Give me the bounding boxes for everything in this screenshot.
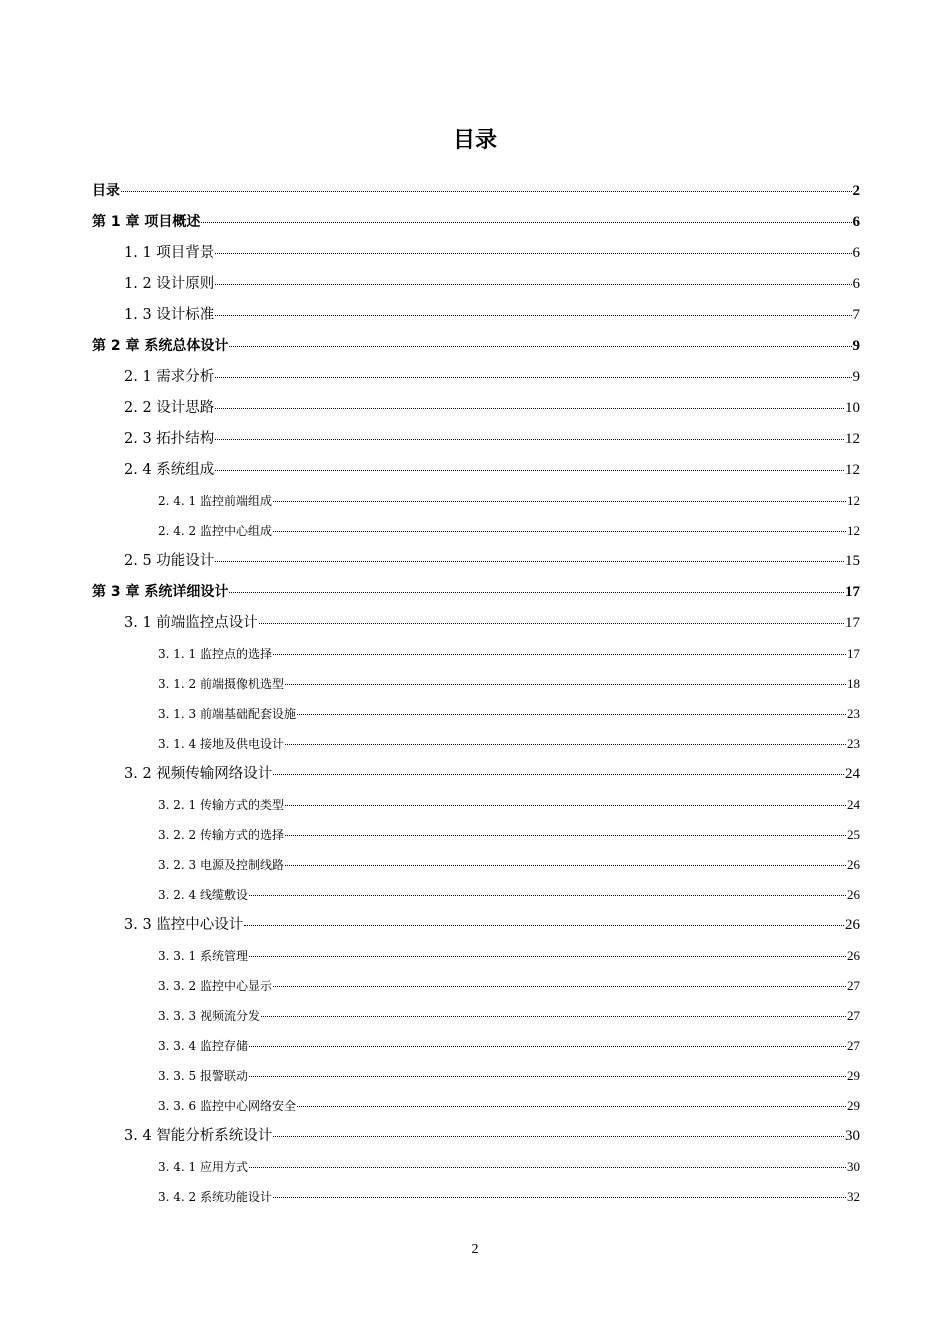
toc-entry[interactable] <box>92 300 860 331</box>
toc-entry-label: 3. 4. 1 应用方式 <box>158 1160 248 1174</box>
toc-entry-label: 1. 3 设计标准 <box>124 307 215 323</box>
toc-entry-label: 3. 4. 2 系统功能设计 <box>158 1190 272 1204</box>
toc-entry-label: 3. 1. 3 前端基础配套设施 <box>158 707 296 721</box>
toc-entry[interactable] <box>92 486 860 516</box>
toc-entry-label: 3. 3. 1 系统管理 <box>158 949 248 963</box>
toc-entry-page: 12 <box>847 523 860 538</box>
toc-dot-leader <box>285 744 846 745</box>
toc-entry[interactable] <box>92 577 860 608</box>
toc-entry-page: 27 <box>847 978 860 993</box>
toc-entry[interactable] <box>92 331 860 362</box>
toc-dot-leader <box>273 531 846 532</box>
toc-entry[interactable] <box>92 941 860 971</box>
toc-entry-page: 6 <box>852 276 860 292</box>
toc-entry-label: 2. 4. 2 监控中心组成 <box>158 524 272 538</box>
toc-dot-leader <box>285 835 846 836</box>
toc-entry-page: 9 <box>852 369 860 385</box>
toc-entry[interactable] <box>92 455 860 486</box>
toc-entry-page: 26 <box>847 857 860 872</box>
toc-entry-label: 3. 3. 2 监控中心显示 <box>158 979 272 993</box>
toc-dot-leader <box>249 895 846 896</box>
page-number: 2 <box>471 1242 479 1257</box>
toc-dot-leader <box>215 561 844 562</box>
toc-entry-page: 30 <box>845 1128 860 1144</box>
toc-entry[interactable] <box>92 699 860 729</box>
toc-entry[interactable] <box>92 608 860 639</box>
toc-dot-leader <box>201 222 851 223</box>
toc-entry-label: 2. 5 功能设计 <box>124 553 215 569</box>
toc-entry[interactable] <box>92 546 860 577</box>
toc-dot-leader <box>229 346 851 347</box>
toc-dot-leader <box>229 592 844 593</box>
toc-entry-page: 26 <box>845 917 860 933</box>
toc-dot-leader <box>249 1076 846 1077</box>
toc-dot-leader <box>273 774 844 775</box>
toc-entry-label: 3. 2. 4 线缆敷设 <box>158 888 248 902</box>
toc-entry-page: 27 <box>847 1038 860 1053</box>
toc-entry-page: 17 <box>847 646 860 661</box>
toc-entry-page: 24 <box>847 797 860 812</box>
toc-dot-leader <box>297 714 846 715</box>
toc-entry[interactable] <box>92 729 860 759</box>
toc-entry-page: 6 <box>852 245 860 261</box>
page-title: 目录 <box>452 128 497 153</box>
toc-dot-leader <box>215 470 844 471</box>
toc-entry[interactable] <box>92 176 860 207</box>
toc-entry-page: 12 <box>845 462 860 478</box>
toc-entry[interactable] <box>92 1031 860 1061</box>
toc-dot-leader <box>121 191 852 192</box>
toc-entry-label: 目录 <box>92 183 120 199</box>
toc-entry[interactable] <box>92 1091 860 1121</box>
toc-dot-leader <box>249 1046 846 1047</box>
toc-dot-leader <box>273 501 846 502</box>
toc-entry-label: 3. 1 前端监控点设计 <box>124 615 258 631</box>
toc-dot-leader <box>249 1167 846 1168</box>
toc-entry[interactable] <box>92 1001 860 1031</box>
toc-entry-label: 3. 2 视频传输网络设计 <box>124 766 273 782</box>
toc-entry[interactable] <box>92 269 860 300</box>
toc-entry[interactable] <box>92 971 860 1001</box>
toc-dot-leader <box>215 377 851 378</box>
toc-entry[interactable] <box>92 669 860 699</box>
toc-dot-leader <box>215 253 851 254</box>
toc-dot-leader <box>285 865 846 866</box>
toc-entry[interactable] <box>92 910 860 941</box>
toc-entry-page: 17 <box>845 584 860 600</box>
toc-entry-label: 3. 3 监控中心设计 <box>124 917 244 933</box>
toc-dot-leader <box>259 623 844 624</box>
toc-entry[interactable] <box>92 759 860 790</box>
toc-entry-page: 25 <box>847 827 860 842</box>
toc-dot-leader <box>273 986 846 987</box>
toc-dot-leader <box>285 684 846 685</box>
toc-entry[interactable] <box>92 362 860 393</box>
toc-entry-label: 3. 3. 3 视频流分发 <box>158 1009 260 1023</box>
toc-entry-label: 第 2 章 系统总体设计 <box>92 338 229 354</box>
toc-dot-leader <box>215 315 851 316</box>
toc-entry-label: 第 3 章 系统详细设计 <box>92 584 229 600</box>
toc-entry[interactable] <box>92 393 860 424</box>
toc-entry-label: 3. 1. 2 前端摄像机选型 <box>158 677 284 691</box>
toc-entry-label: 3. 1. 1 监控点的选择 <box>158 647 272 661</box>
toc-entry-page: 23 <box>847 736 860 751</box>
toc-entry-page: 29 <box>847 1098 860 1113</box>
toc-entry-label: 2. 4 系统组成 <box>124 462 215 478</box>
toc-entry-page: 27 <box>847 1008 860 1023</box>
toc-entry-page: 24 <box>845 766 860 782</box>
toc-entry-label: 1. 1 项目背景 <box>124 245 215 261</box>
toc-dot-leader <box>215 284 851 285</box>
toc-entry[interactable] <box>92 424 860 455</box>
toc-entry[interactable] <box>92 1121 860 1152</box>
toc-entry-page: 2 <box>852 183 860 199</box>
toc-entry-label: 2. 2 设计思路 <box>124 400 215 416</box>
toc-dot-leader <box>273 1136 844 1137</box>
toc-entry-page: 6 <box>852 214 860 230</box>
toc-entry-label: 2. 1 需求分析 <box>124 369 215 385</box>
toc-entry[interactable] <box>92 238 860 269</box>
toc-entry[interactable] <box>92 207 860 238</box>
toc-entry-label: 2. 3 拓扑结构 <box>124 431 215 447</box>
toc-entry[interactable] <box>92 880 860 910</box>
toc-entry[interactable] <box>92 1182 860 1212</box>
toc-entry-page: 17 <box>845 615 860 631</box>
toc-entry-page: 30 <box>847 1159 860 1174</box>
toc-dot-leader <box>297 1106 846 1107</box>
toc-entry-page: 7 <box>852 307 860 323</box>
toc-entry-label: 3. 2. 1 传输方式的类型 <box>158 798 284 812</box>
toc-entry-page: 32 <box>847 1189 860 1204</box>
toc-entry-page: 12 <box>845 431 860 447</box>
toc-entry[interactable] <box>92 820 860 850</box>
toc-dot-leader <box>244 925 844 926</box>
toc-dot-leader <box>285 805 846 806</box>
toc-dot-leader <box>261 1016 846 1017</box>
toc-entry[interactable] <box>92 850 860 880</box>
toc-dot-leader <box>249 956 846 957</box>
toc-entry-page: 29 <box>847 1068 860 1083</box>
toc-entry[interactable] <box>92 639 860 669</box>
toc-dot-leader <box>215 439 844 440</box>
table-of-contents <box>92 176 860 1212</box>
toc-entry-page: 18 <box>847 676 860 691</box>
toc-entry-label: 3. 3. 5 报警联动 <box>158 1069 248 1083</box>
toc-dot-leader <box>215 408 844 409</box>
toc-entry-page: 26 <box>847 887 860 902</box>
toc-entry-page: 9 <box>852 338 860 354</box>
toc-entry-label: 3. 1. 4 接地及供电设计 <box>158 737 284 751</box>
toc-entry-label: 1. 2 设计原则 <box>124 276 215 292</box>
toc-entry-page: 23 <box>847 706 860 721</box>
toc-entry-label: 3. 2. 2 传输方式的选择 <box>158 828 284 842</box>
toc-entry[interactable] <box>92 516 860 546</box>
toc-entry-label: 3. 2. 3 电源及控制线路 <box>158 858 284 872</box>
toc-entry-page: 10 <box>845 400 860 416</box>
toc-entry-page: 12 <box>847 493 860 508</box>
toc-entry[interactable] <box>92 790 860 820</box>
toc-dot-leader <box>273 1197 846 1198</box>
toc-entry-page: 26 <box>847 948 860 963</box>
toc-entry[interactable] <box>92 1061 860 1091</box>
toc-entry[interactable] <box>92 1152 860 1182</box>
toc-entry-label: 2. 4. 1 监控前端组成 <box>158 494 272 508</box>
toc-entry-label: 3. 4 智能分析系统设计 <box>124 1128 273 1144</box>
toc-entry-page: 15 <box>845 553 860 569</box>
toc-entry-label: 3. 3. 4 监控存储 <box>158 1039 248 1053</box>
toc-entry-label: 3. 3. 6 监控中心网络安全 <box>158 1099 296 1113</box>
toc-dot-leader <box>273 654 846 655</box>
toc-entry-label: 第 1 章 项目概述 <box>92 214 201 230</box>
